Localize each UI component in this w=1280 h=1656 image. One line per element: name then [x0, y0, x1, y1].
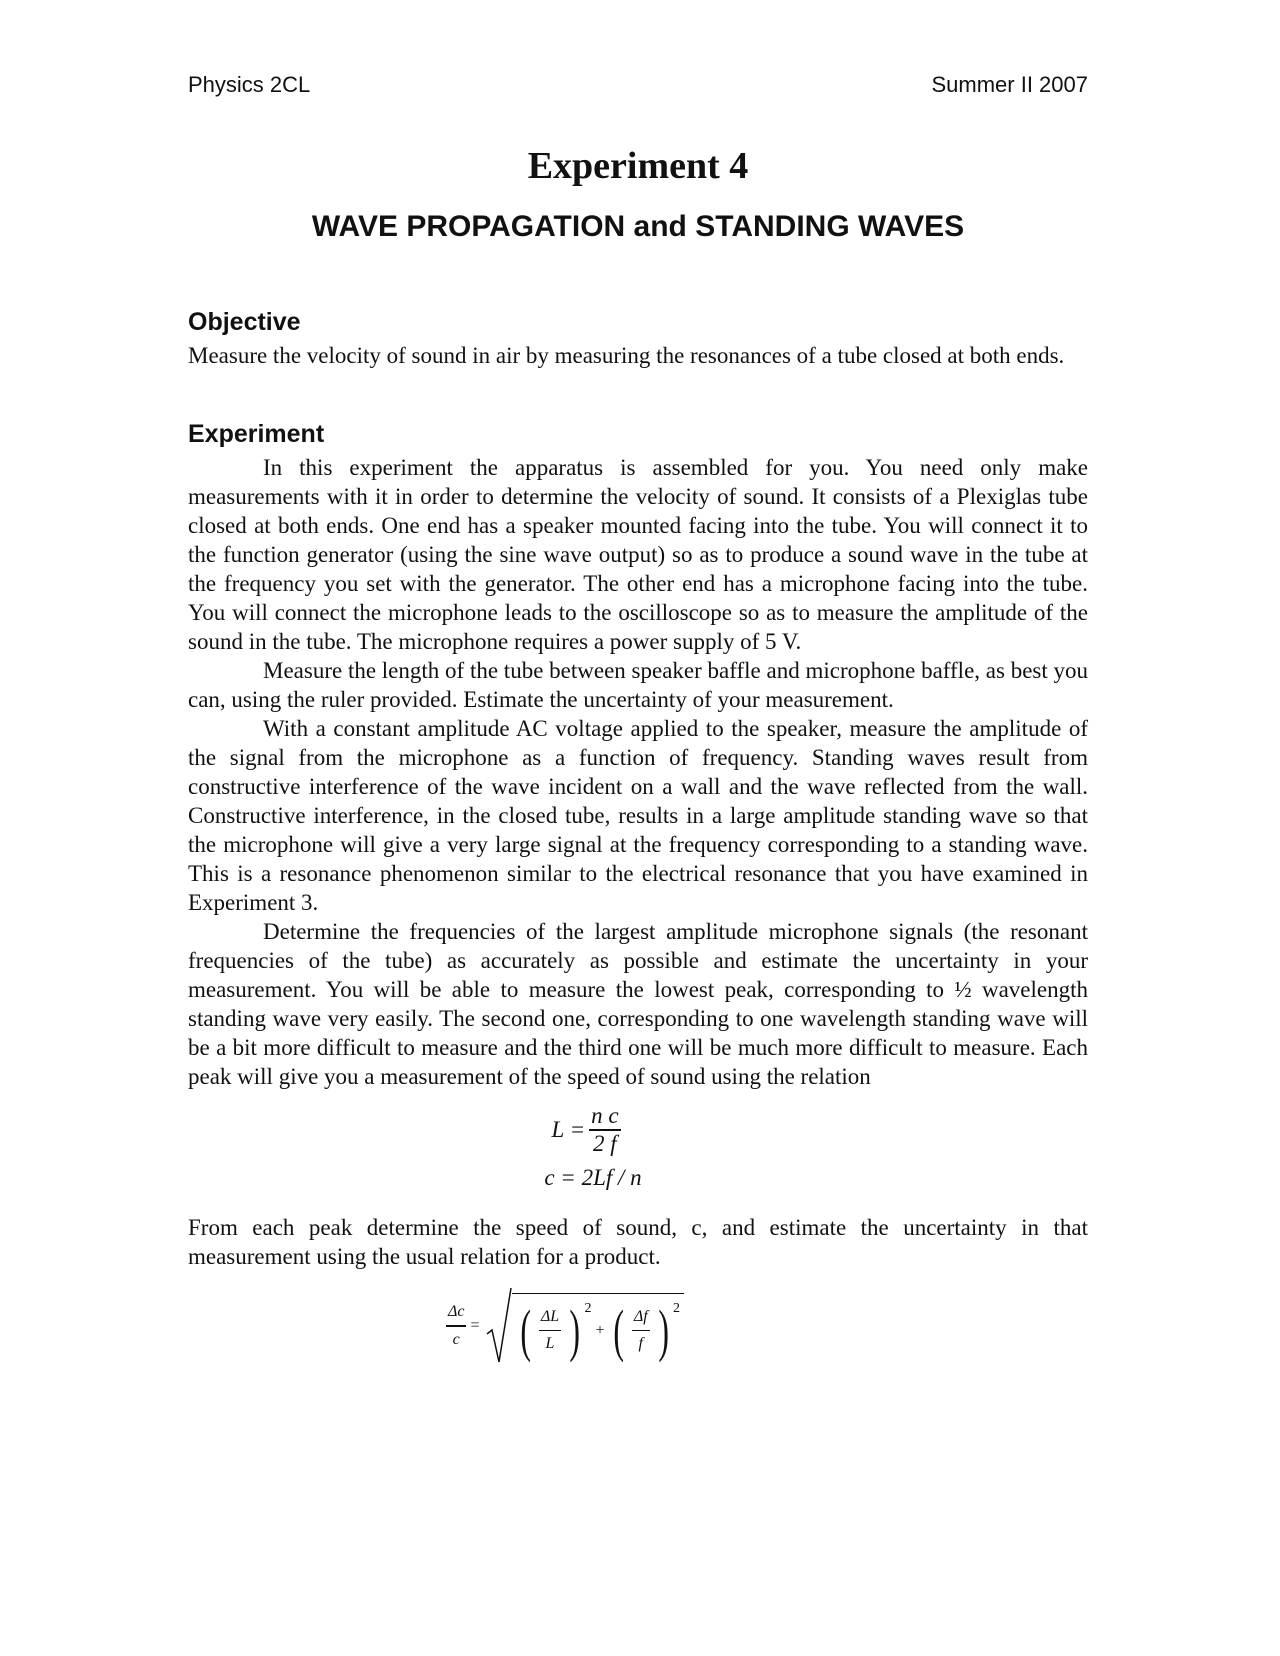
eq3-lhs-numerator: Δc	[447, 1303, 465, 1321]
eq3-equals: =	[470, 1317, 480, 1334]
length-equation	[88, 1099, 1088, 1161]
eq3-term2-exponent: 2	[673, 1300, 680, 1316]
paragraph: With a constant amplitude AC voltage applied to the speaker, measure the amplitude of the signal from the microphone as a function of frequency. Standing waves result from constructive interference of the wave incident on a wall and the wave reflected from the wall. Constructive interference, in the closed tube, results in a large amplitude standing wave so that the microphone will give a very large signal at the frequency corresponding to a standing wave. This is a resonance phenomenon similar to the electrical resonance that you have examined in Experiment 3.	[188, 716, 1088, 915]
speed-equation	[98, 1161, 1088, 1195]
radicand: ( $\frac{\Delta L}{L}$ ) 2 + ( $\frac{\Delta f}{f}$ ) 2	[512, 1293, 684, 1360]
paragraph: Measure the length of the tube between speaker baffle and microphone baffle, as best you can, using the ruler provided. Estimate the uncertainty of your measurement.	[188, 658, 1088, 712]
eq1-fraction	[589, 1103, 620, 1157]
objective-heading: Objective	[188, 308, 301, 336]
eq3-lhs-fraction	[446, 1299, 467, 1353]
objective-text: Measure the velocity of sound in air by measuring the resonances of a tube closed at both ends.	[188, 343, 1065, 368]
term-label: Summer II 2007	[931, 72, 1088, 97]
eq1-denominator: 2 f	[593, 1130, 617, 1156]
page-title: Experiment 4	[527, 145, 749, 187]
after-equation-text: From each peak determine the speed of sound, c, and estimate the uncertainty in that measurement using the usual relation for a product.	[188, 1215, 1088, 1269]
paragraph: Determine the frequencies of the largest amplitude microphone signals (the resonant frequencies of the tube) as accurately as possible and estimate the uncertainty in your measurement. You will be able to measure the lowest peak, corresponding to ½ wavelength standing wave very easily. The second one, corresponding to one wavelength standing wave will be a bit more difficult to measure and the third one will be much more difficult to measure. Each peak will give you a measurement of the speed of sound using the relation	[188, 919, 1088, 1089]
speed-of-sound-equations	[188, 1099, 1088, 1195]
eq3-term2-numerator: Δf	[633, 1307, 648, 1325]
eq2-text: c = 2Lf / n	[544, 1165, 642, 1190]
eq3-term2-denominator: f	[638, 1335, 643, 1353]
experiment-heading: Experiment	[188, 420, 325, 448]
square-root	[486, 1286, 684, 1366]
eq3-term1-exponent: 2	[584, 1300, 592, 1316]
running-header	[188, 72, 1088, 98]
eq3-term1-numerator: ΔL	[540, 1307, 560, 1325]
paragraph: In this experiment the apparatus is assembled for you. You need only make measurements with it in order to determine the velocity of sound. It consists of a Plexiglas tube closed at both ends. One end has a speaker mounted facing into the tube. You will connect it to the function generator (using the sine wave output) so as to produce a sound wave in the tube at the frequency you set with the generator. The other end has a microphone facing into the tube. You will connect the microphone leads to the oscilloscope so as to measure the amplitude of the sound in the tube. The microphone requires a power supply of 5 V.	[188, 455, 1088, 654]
eq3-lhs-denominator: c	[452, 1330, 460, 1348]
eq3-plus: +	[595, 1321, 605, 1339]
objective-section	[188, 308, 1088, 370]
eq1-numerator: n c	[591, 1103, 619, 1129]
radical-sign-icon	[486, 1286, 512, 1366]
eq3-term1	[539, 1304, 561, 1358]
eq3-term2	[632, 1304, 650, 1358]
course-name: Physics 2CL	[188, 72, 311, 97]
eq3-term1-denominator: L	[545, 1335, 555, 1353]
page-subtitle: WAVE PROPAGATION and STANDING WAVES	[311, 210, 965, 243]
experiment-section	[188, 420, 1088, 1371]
uncertainty-equation	[38, 1281, 1088, 1371]
eq1-lhs: L =	[551, 1117, 586, 1142]
document-page	[188, 72, 1088, 1371]
